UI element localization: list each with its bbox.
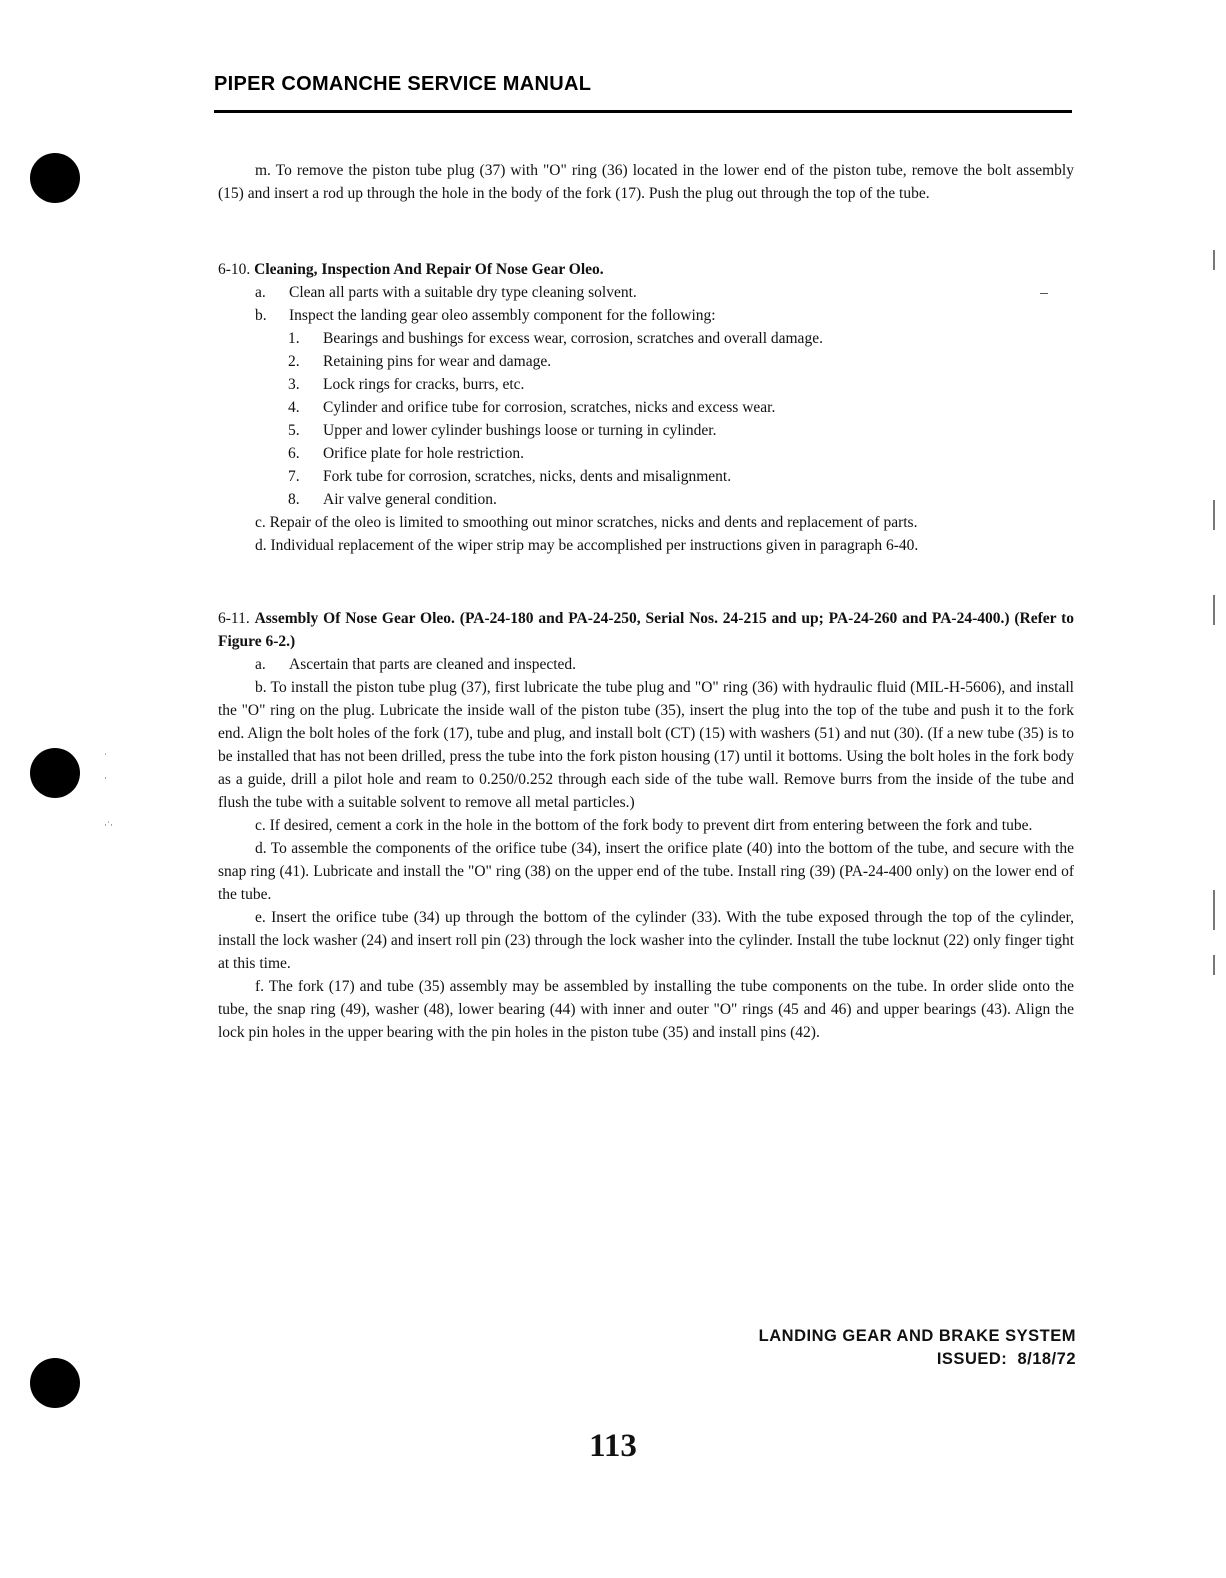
item-number: 3. <box>288 376 300 393</box>
item-text: Clean all parts with a suitable dry type cleaning solvent. <box>289 284 637 301</box>
list-item <box>218 281 1074 304</box>
page-number: 113 <box>589 1428 637 1464</box>
item-text: Cylinder and orifice tube for corrosion, scratches, nicks and excess wear. <box>323 399 776 416</box>
scan-margin-mark <box>1213 595 1215 625</box>
footer-issued-date: ISSUED: 8/18/72 <box>936 1350 1076 1368</box>
section-applicability: (PA-24-180 and PA-24-250, Serial Nos. 24-215 and up; PA-24-260 and PA-24-400.) (Refer to Figure 6-2.) <box>218 610 1075 650</box>
list-item <box>218 327 1074 350</box>
item-number: 5. <box>288 422 300 439</box>
scan-margin-mark <box>1213 890 1215 930</box>
section-6-11-heading <box>218 607 1074 653</box>
item-number: 6. <box>288 445 300 462</box>
scan-margin-mark <box>1213 955 1215 975</box>
list-item <box>218 396 1074 419</box>
intro-paragraph: m. To remove the piston tube plug (37) with "O" ring (36) located in the lower end of the piston tube, remove the bolt assembly (15) and insert a rod up through the hole in the body of the fork (17). Push the plug out through the top of the tube. <box>218 162 1074 202</box>
page-content <box>218 159 1074 1044</box>
list-item <box>218 465 1074 488</box>
item-text: Orifice plate for hole restriction. <box>323 445 524 462</box>
scan-margin-mark: ·˙· <box>104 820 113 830</box>
item-label: a. <box>255 284 266 301</box>
item-text: Fork tube for corrosion, scratches, nicks, dents and misalignment. <box>323 468 732 485</box>
binder-hole-middle <box>30 748 80 798</box>
scan-margin-mark <box>1213 500 1215 530</box>
section-title: Cleaning, Inspection And Repair Of Nose Gear Oleo. <box>254 261 604 278</box>
orifice-assembly-paragraph: d. To assemble the components of the orifice tube (34), insert the orifice plate (40) into the bottom of the tube, and secure with the snap ring (41). Lubricate and install the "O" ring (38) on the upper end of the tube. Install ring (39) (PA-24-400 only) on the lower end of the tube. <box>218 840 1074 903</box>
repair-paragraph: c. Repair of the oleo is limited to smoothing out minor scratches, nicks and dents and replacement of parts. <box>255 514 918 531</box>
item-text: Retaining pins for wear and damage. <box>323 353 552 370</box>
cork-paragraph: c. If desired, cement a cork in the hole in the bottom of the fork body to prevent dirt from entering between the fork and tube. <box>255 817 1033 834</box>
item-number: 4. <box>288 399 300 416</box>
wiper-strip-paragraph: d. Individual replacement of the wiper strip may be accomplished per instructions given in paragraph 6-40. <box>255 537 919 554</box>
section-title: Assembly Of Nose Gear Oleo. <box>254 610 455 627</box>
list-item <box>218 350 1074 373</box>
inspection-list <box>218 327 1074 511</box>
page-footer <box>759 1325 1076 1371</box>
item-text: Air valve general condition. <box>323 491 497 508</box>
item-number: 7. <box>288 468 300 485</box>
binder-hole-bottom <box>30 1358 80 1408</box>
list-item <box>218 653 1074 676</box>
list-item <box>218 419 1074 442</box>
item-text: Upper and lower cylinder bushings loose or turning in cylinder. <box>323 422 717 439</box>
item-text: Inspect the landing gear oleo assembly component for the following: <box>289 307 716 324</box>
item-text: Lock rings for cracks, burrs, etc. <box>323 376 525 393</box>
item-number: 8. <box>288 491 300 508</box>
item-label: a. <box>255 656 266 673</box>
item-number: 2. <box>288 353 300 370</box>
list-item <box>218 442 1074 465</box>
item-text: Bearings and bushings for excess wear, corrosion, scratches and overall damage. <box>323 330 823 347</box>
section-number: 6-10. <box>218 261 251 278</box>
list-item <box>218 488 1074 511</box>
section-6-10-heading <box>218 258 1074 281</box>
footer-section-name: LANDING GEAR AND BRAKE SYSTEM <box>758 1327 1076 1345</box>
scan-margin-mark <box>1213 250 1215 270</box>
section-number: 6-11. <box>218 610 250 627</box>
header-rule <box>214 110 1072 113</box>
item-number: 1. <box>288 330 300 347</box>
scan-margin-mark: ˙ <box>104 752 107 762</box>
manual-title: PIPER COMANCHE SERVICE MANUAL <box>214 73 592 95</box>
scan-margin-mark: · <box>104 773 107 783</box>
binder-hole-top <box>30 153 80 203</box>
list-item <box>218 304 1074 327</box>
fork-tube-paragraph: f. The fork (17) and tube (35) assembly may be assembled by installing the tube components on the tube. In order slide onto the tube, the snap ring (49), washer (48), lower bearing (44) with inner and outer "O" rings (45 and 46) and upper bearings (43). Align the lock pin holes in the upper bearing with the pin holes in the piston tube (35) and install pins (42). <box>218 978 1074 1041</box>
item-label: b. <box>255 307 267 324</box>
orifice-insert-paragraph: e. Insert the orifice tube (34) up through the bottom of the cylinder (33). With the tube exposed through the top of the cylinder, install the lock washer (24) and insert roll pin (23) through the lock washer into the cylinder. Install the tube locknut (22) only finger tight at this time. <box>218 909 1074 972</box>
plug-install-paragraph: b. To install the piston tube plug (37), first lubricate the tube plug and "O" ring (36) with hydraulic fluid (MIL-H-5606), and install the "O" ring on the plug. Lubricate the inside wall of the piston tube (35), insert the plug into the top of the tube and push it to the fork end. Align the bolt holes of the fork (17), tube and plug, and install bolt (CT) (15) with washers (51) and nut (30). (If a new tube (35) is to be installed that has not been drilled, press the tube into the fork piston housing (17) until it bottoms. Using the bolt holes in the fork body as a guide, drill a pilot hole and ream to 0.250/0.252 through each side of the tube wall. Remove burrs from the inside of the tube and flush the tube with a suitable solvent to remove all metal particles.) <box>218 679 1074 811</box>
item-text: Ascertain that parts are cleaned and inspected. <box>289 656 577 673</box>
list-item <box>218 373 1074 396</box>
